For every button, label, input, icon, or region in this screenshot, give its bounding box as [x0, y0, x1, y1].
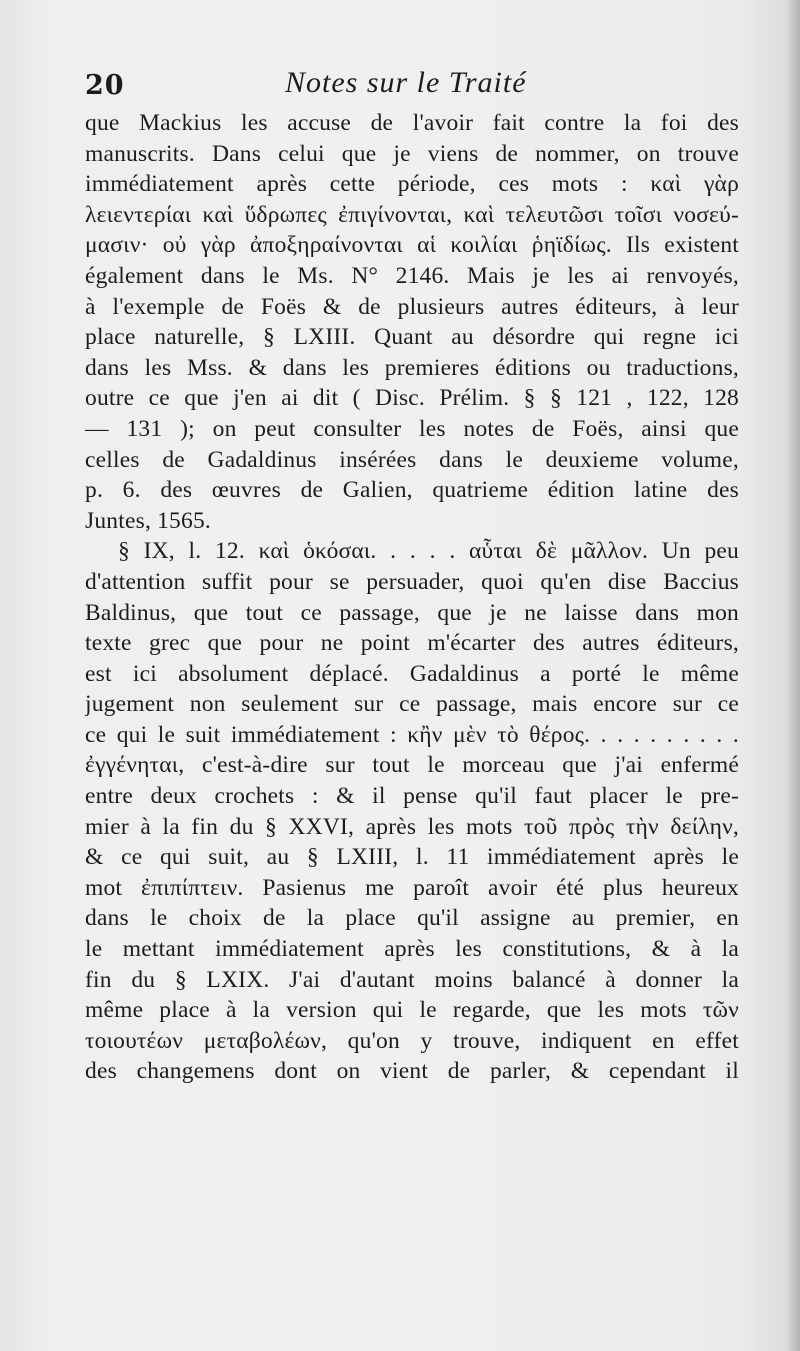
text-line: également dans le Ms. N° 2146. Mais je les ai renvoyés,	[85, 262, 739, 289]
text-line: ἐγγένηται, c'est-à-dire sur tout le morceau que j'ai enfermé	[85, 752, 739, 779]
running-title: Notes sur le Traité	[285, 66, 527, 99]
page-gutter-shadow	[786, 0, 800, 1351]
text-line: λειεντερίαι καὶ ὕδρωπες ἐπιγίνονται, καὶ τελευτῶσι τοῖσι νοσεύ-	[85, 201, 739, 228]
text-line: mier à la fin du § XXVI, après les mots τοῦ πρὸς τὴν δείλην,	[85, 813, 739, 840]
text-line: μασιν· οὐ γὰρ ἀποξηραίνονται αἱ κοιλίαι ῥηϊδίως. Ils existent	[85, 232, 739, 259]
text-line: même place à la version qui le regarde, que les mots τῶν	[85, 997, 739, 1024]
text-line: celles de Gadaldinus insérées dans le deuxieme volume,	[85, 446, 739, 473]
text-line: que Mackius les accuse de l'avoir fait contre la foi des	[85, 110, 739, 136]
text-line: τοιουτέων μεταβολέων, qu'on y trouve, indiquent en effet	[85, 1027, 739, 1054]
page-number: 20	[85, 70, 125, 101]
text-line: le mettant immédiatement après les constitutions, & à la	[85, 936, 739, 963]
text-line: § IX, l. 12. καὶ ὁκόσαι. . . . . αὗται δὲ μᾶλλον. Un peu	[118, 538, 739, 565]
text-line: Baldinus, que tout ce passage, que je ne laisse dans mon	[85, 599, 739, 626]
text-line: mot ἐπιπίπτειν. Pasienus me paroît avoir été plus heureux	[85, 874, 739, 901]
text-line: Juntes, 1565.	[85, 507, 211, 534]
text-line: fin du § LXIX. J'ai d'autant moins balancé à donner la	[85, 966, 739, 993]
text-line: des changemens dont on vient de parler, & cependant il	[85, 1058, 739, 1085]
body-text	[85, 108, 739, 1087]
text-line: jugement non seulement sur ce passage, mais encore sur ce	[85, 691, 739, 718]
text-line: d'attention suffit pour se persuader, quoi qu'en dise Baccius	[85, 568, 739, 595]
text-line: entre deux crochets : & il pense qu'il faut placer le pre-	[85, 783, 739, 810]
text-line: outre ce que j'en ai dit ( Disc. Prélim. § § 121 , 122, 128	[85, 385, 739, 412]
text-line: à l'exemple de Foës & de plusieurs autres éditeurs, à leur	[85, 293, 739, 320]
text-line: & ce qui suit, au § LXIII, l. 11 immédiatement après le	[85, 844, 739, 871]
text-line: place naturelle, § LXIII. Quant au désordre qui regne ici	[85, 324, 739, 351]
text-line: p. 6. des œuvres de Galien, quatrieme édition latine des	[85, 477, 739, 504]
text-line: dans les Mss. & dans les premieres éditions ou traductions,	[85, 354, 739, 381]
text-line: est ici absolument déplacé. Gadaldinus a porté le même	[85, 660, 739, 687]
text-line: immédiatement après cette période, ces mots : καὶ γὰρ	[85, 171, 739, 198]
page-header	[85, 60, 765, 110]
text-line: dans le choix de la place qu'il assigne au premier, en	[85, 905, 739, 932]
text-line: manuscrits. Dans celui que je viens de nommer, on trouve	[85, 140, 739, 167]
text-line: — 131 ); on peut consulter les notes de Foës, ainsi que	[85, 415, 739, 442]
text-line: texte grec que pour ne point m'écarter des autres éditeurs,	[85, 630, 739, 657]
text-line: ce qui le suit immédiatement : κἢν μὲν τὸ θέρος. . . . . . . . . .	[85, 721, 739, 748]
